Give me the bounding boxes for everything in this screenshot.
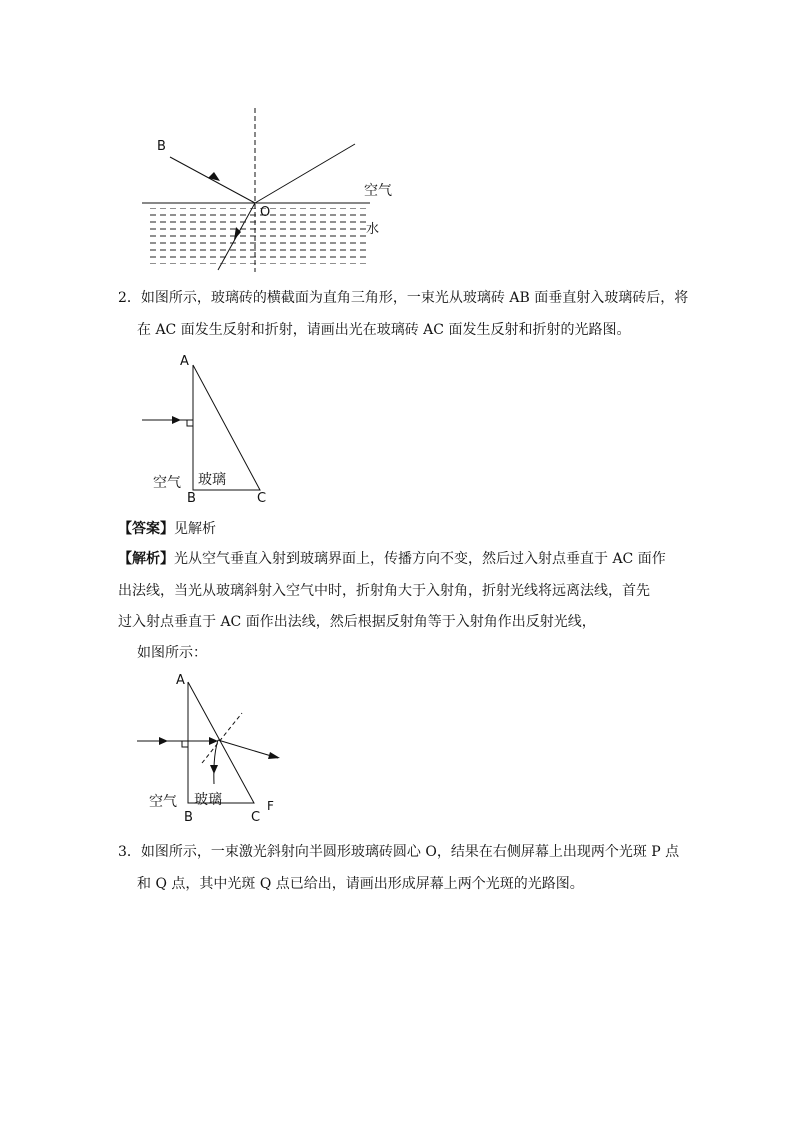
- q2-line-1: 2．如图所示，玻璃砖的横截面为直角三角形，一束光从玻璃砖 AB 面垂直射入玻璃砖后，将: [118, 290, 689, 306]
- refracted-ray: [218, 740, 278, 758]
- answer-bracket-label: 【答案】: [118, 521, 174, 537]
- label-A: A: [180, 354, 189, 369]
- prism-triangle: [188, 682, 254, 803]
- label-glass: 玻璃: [198, 472, 226, 488]
- right-angle-mark: [182, 741, 188, 747]
- label-A: A: [176, 673, 185, 688]
- label-C: C: [257, 491, 267, 506]
- analysis-bracket-label: 【解析】: [118, 551, 174, 567]
- q3-line-2: 和 Q 点，其中光斑 Q 点已给出，请画出形成屏幕上两个光斑的光路图。: [137, 876, 584, 892]
- analysis-line-1: [118, 549, 666, 569]
- incoming-ray-arrow: [172, 416, 181, 424]
- incoming-ray-arrow: [159, 737, 168, 745]
- analysis-line-4: 如图所示：: [137, 645, 207, 661]
- analysis-line-2: 出法线，当光从玻璃斜射入空气中时，折射角大于入射角，折射光线将远离法线，首先: [118, 583, 650, 599]
- label-air: 空气: [364, 183, 392, 199]
- label-O: O: [260, 205, 271, 220]
- incident-ray: [255, 144, 355, 203]
- reflected-ray-arrow: [208, 172, 220, 181]
- analysis-text-1: 光从空气垂直入射到玻璃界面上，传播方向不变，然后过入射点垂直于 AC 面作: [174, 551, 666, 567]
- label-F: F: [267, 799, 274, 813]
- refracted-ray-arrow: [268, 752, 280, 759]
- label-C: C: [251, 810, 261, 825]
- reflected-ray: [214, 740, 218, 784]
- normal-line: [202, 713, 242, 763]
- q3-line-1: 3．如图所示，一束激光斜射向半圆形玻璃砖圆心 O，结果在右侧屏幕上出现两个光斑 P 点: [118, 844, 680, 860]
- reflected-ray: [170, 157, 255, 203]
- label-B: B: [187, 491, 196, 506]
- right-angle-mark: [187, 420, 193, 426]
- figure-air-water-refraction: [130, 100, 410, 280]
- answer-text: 见解析: [174, 521, 216, 537]
- label-B: B: [184, 810, 193, 825]
- label-air: 空气: [149, 794, 177, 810]
- label-water: 水: [366, 222, 380, 237]
- q2-line-2: 在 AC 面发生反射和折射，请画出光在玻璃砖 AC 面发生反射和折射的光路图。: [137, 322, 631, 338]
- reflected-ray-arrow: [210, 765, 218, 774]
- figure-glass-prism-answer: [130, 668, 290, 828]
- water-region: [148, 208, 366, 264]
- label-air: 空气: [153, 475, 181, 491]
- label-B: B: [157, 139, 166, 154]
- answer-line: [118, 519, 216, 539]
- analysis-line-3: 过入射点垂直于 AC 面作出法线，然后根据反射角等于入射角作出反射光线，: [118, 614, 596, 630]
- figure-glass-prism-question: [140, 350, 280, 510]
- label-glass: 玻璃: [194, 792, 222, 808]
